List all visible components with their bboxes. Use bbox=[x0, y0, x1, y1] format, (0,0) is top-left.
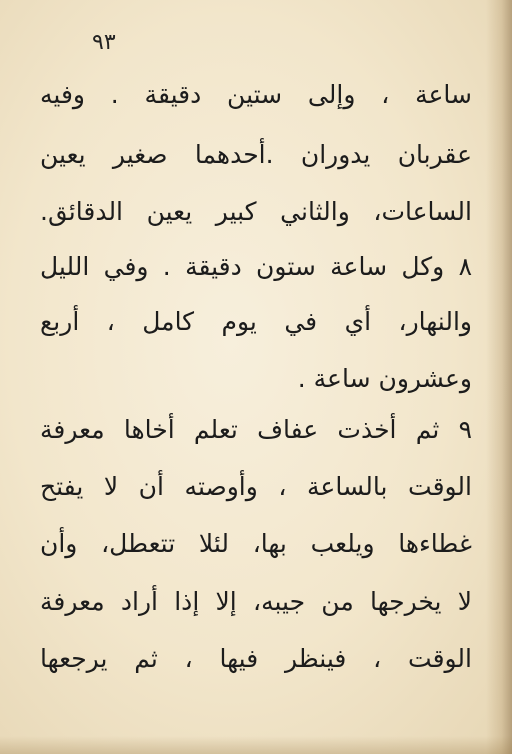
text-line: ٩ ثم أخذت عفاف تعلم أخاها معرفة bbox=[40, 415, 472, 444]
text-line: وعشرون ساعة . bbox=[297, 364, 472, 393]
text-line: غطاءها ويلعب بها، لئلا تتعطل، وأن bbox=[40, 529, 472, 558]
page-bottom-shadow bbox=[0, 736, 512, 754]
page-number: ٩٣ bbox=[92, 30, 116, 55]
text-line: ٨ وكل ساعة ستون دقيقة . وفي الليل bbox=[40, 252, 472, 281]
text-line: ساعة ، وإلى ستين دقيقة . وفيه bbox=[40, 80, 472, 109]
page-edge-shadow bbox=[486, 0, 512, 754]
text-line: الساعات، والثاني كبير يعين الدقائق. bbox=[40, 197, 472, 226]
text-line: لا يخرجها من جيبه، إلا إذا أراد معرفة bbox=[40, 587, 472, 616]
text-line: والنهار، أي في يوم كامل ، أربع bbox=[40, 307, 472, 336]
text-line: الوقت بالساعة ، وأوصته أن لا يفتح bbox=[40, 472, 472, 501]
text-line: الوقت ، فينظر فيها ، ثم يرجعها bbox=[40, 644, 472, 673]
text-line: عقربان يدوران .أحدهما صغير يعين bbox=[40, 140, 472, 169]
